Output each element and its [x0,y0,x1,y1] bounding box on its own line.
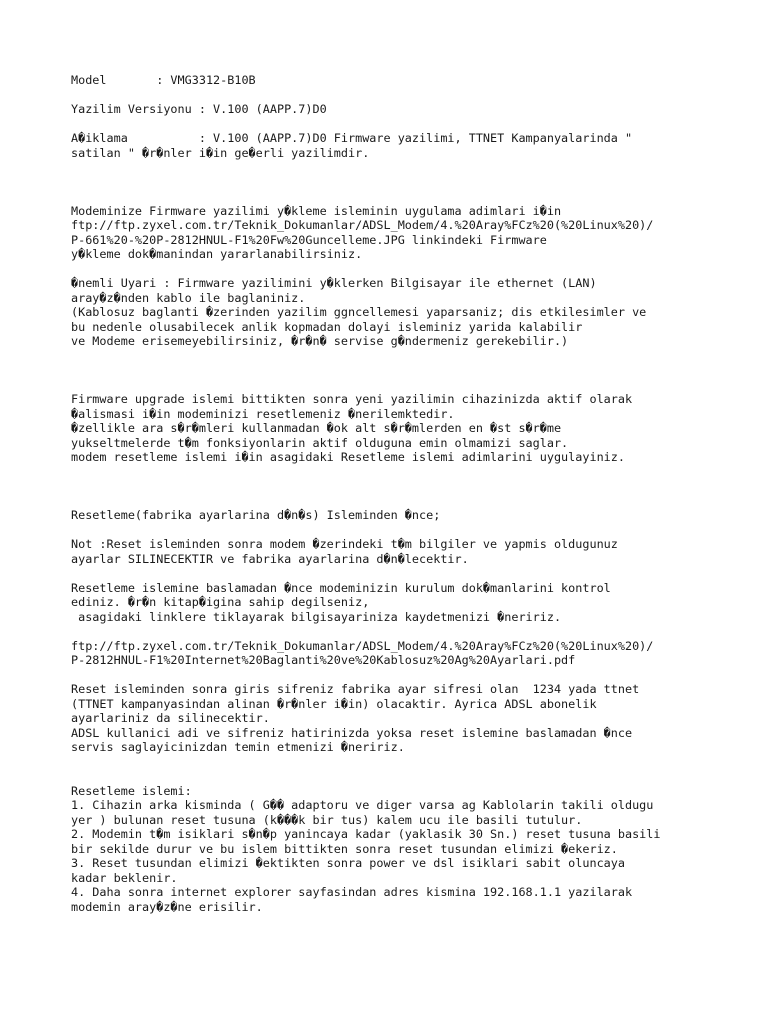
spacer [71,668,711,683]
text-line: Modeminize Firmware yazilimi y�kleme isleminin uygulama adimlari i�in [71,203,562,218]
spacer [71,378,711,393]
spacer [71,262,711,277]
step-line: yer ) bulunan reset tusuna (k���k bir tus) kalem ucu ile basili tutulur. [71,812,583,827]
step-line: modemin aray�z�ne erisilir. [71,899,263,914]
spacer [71,117,711,132]
spacer [71,769,711,784]
spacer [71,363,711,378]
step-line: 2. Modemin t�m isiklari s�n�p yanincaya kadar (yaklasik 30 Sn.) reset tusuna basili [71,827,661,841]
warning-paragraph [71,276,711,349]
version-line: Yazilim Versiyonu : V.100 (AAPP.7)D0 [71,102,327,116]
step-line: 1. Cihazin arka kisminda ( G�� adaptoru ve diger varsa ag Kablolarin takili oldugu [71,798,654,812]
model-line: Model : VMG3312-B10B [71,73,256,87]
step-line: bir sekilde durur ve bu islem bittikten sonra reset tusundan elimizi �ekeriz. [71,841,618,856]
text-line: Reset isleminden sonra giris sifreniz fabrika ayar sifresi olan 1234 yada ttnet [71,682,640,696]
text-line: Firmware upgrade islemi bittikten sonra yeni yazilimin cihazinizda aktif olarak [71,392,633,406]
text-line: y�kleme dok�manindan yararlanabilirsiniz. [71,247,363,261]
text-line: satilan " �r�nler i�in ge�erli yazilimdir. [71,145,370,160]
text-line: servis saglayicinizdan temin etmenizi �neririz. [71,740,405,754]
step-line: kadar beklenir. [71,870,178,885]
spacer [71,349,711,364]
text-line: ve Modeme erisemeyebilirsiniz, �r�n� servise g�ndermeniz gerekebilir.) [71,334,569,348]
spacer [71,175,711,190]
spacer [71,189,711,204]
link-line: ftp://ftp.zyxel.com.tr/Teknik_Dokumanlar/ADSL_Modem/4.%20Aray%FCz%20(%20Linux%20)/ [71,638,654,653]
step-line: 3. Reset tusundan elimizi �ektikten sonra power ve dsl isiklari sabit oluncaya [71,856,625,870]
text-line: Resetleme islemine baslamadan �nce modeminizin kurulum dok�manlarini kontrol [71,580,611,595]
text-line: ADSL kullanici adi ve sifreniz hatirinizda yoksa reset islemine baslamadan �nce [71,725,633,740]
text-line: (Kablosuz baglanti �zerinden yazilim ggncellemesi yaparsaniz; dis etkilesimler ve [71,305,647,319]
text-line: yukseltmelerde t�m fonksiyonlarin aktif olduguna emin olmamizi saglar. [71,435,569,450]
text-line: ayarlar SILINECEKTIR ve fabrika ayarlarina d�n�lecektir. [71,551,469,566]
text-line: ayarlariniz da silinecektir. [71,711,270,725]
spacer [71,624,711,639]
document-body [71,73,711,914]
spacer [71,479,711,494]
control-paragraph [71,581,711,625]
description-paragraph [71,131,711,160]
text-line: A�iklama : V.100 (AAPP.7)D0 Firmware yazilimi, TTNET Kampanyalarinda " [71,131,633,145]
text-line: �zellikle ara s�r�mleri kullanmadan �ok alt s�r�mlerden en �st s�r�me [71,421,562,435]
firmware-paragraph [71,204,711,262]
text-line: modem resetleme islemi i�in asagidaki Resetleme islemi adimlarini uygulayiniz. [71,450,625,464]
link-line: ftp://ftp.zyxel.com.tr/Teknik_Dokumanlar/ADSL_Modem/4.%20Aray%FCz%20(%20Linux%20)/ [71,218,654,232]
spacer [71,494,711,509]
spacer [71,160,711,175]
steps-heading: Resetleme islemi: [71,783,192,798]
password-paragraph [71,682,711,755]
text-line: (TTNET kampanyasindan alinan �r�nler i�in) olacaktir. Ayrica ADSL abonelik [71,696,597,711]
steps-paragraph [71,784,711,915]
reset-intro-line: Resetleme(fabrika ayarlarina d�n�s) Isleminden �nce; [71,508,441,522]
text-line: bu nedenle olusabilecek anlik kopmadan dolayi isleminiz yarida kalabilir [71,319,583,334]
text-line: �alismasi i�in modeminizi resetlemeniz �nerilemktedir. [71,406,455,421]
link-paragraph [71,639,711,668]
spacer [71,755,711,770]
text-line: asagidaki linklere tiklayarak bilgisayariniza kaydetmenizi �neririz. [71,609,562,624]
step-line: 4. Daha sonra internet explorer sayfasindan adres kismina 192.168.1.1 yazilarak [71,885,633,899]
text-line: ediniz. �r�n kitap�igina sahip degilseniz, [71,595,370,609]
spacer [71,523,711,538]
text-line: Not :Reset isleminden sonra modem �zerindeki t�m bilgiler ve yapmis oldugunuz [71,537,618,551]
link-line: P-2812HNUL-F1%20Internet%20Baglanti%20ve%20Kablosuz%20Ag%20Ayarlari.pdf [71,653,576,667]
spacer [71,566,711,581]
upgrade-paragraph [71,392,711,465]
spacer [71,465,711,480]
text-line: �nemli Uyari : Firmware yazilimini y�klerken Bilgisayar ile ethernet (LAN) [71,276,597,290]
text-line: aray�z�nden kablo ile baglaniniz. [71,290,306,305]
note-paragraph [71,537,711,566]
link-line: P-661%20-%20P-2812HNUL-F1%20Fw%20Guncelleme.JPG linkindeki Firmware [71,232,547,247]
spacer [71,88,711,103]
